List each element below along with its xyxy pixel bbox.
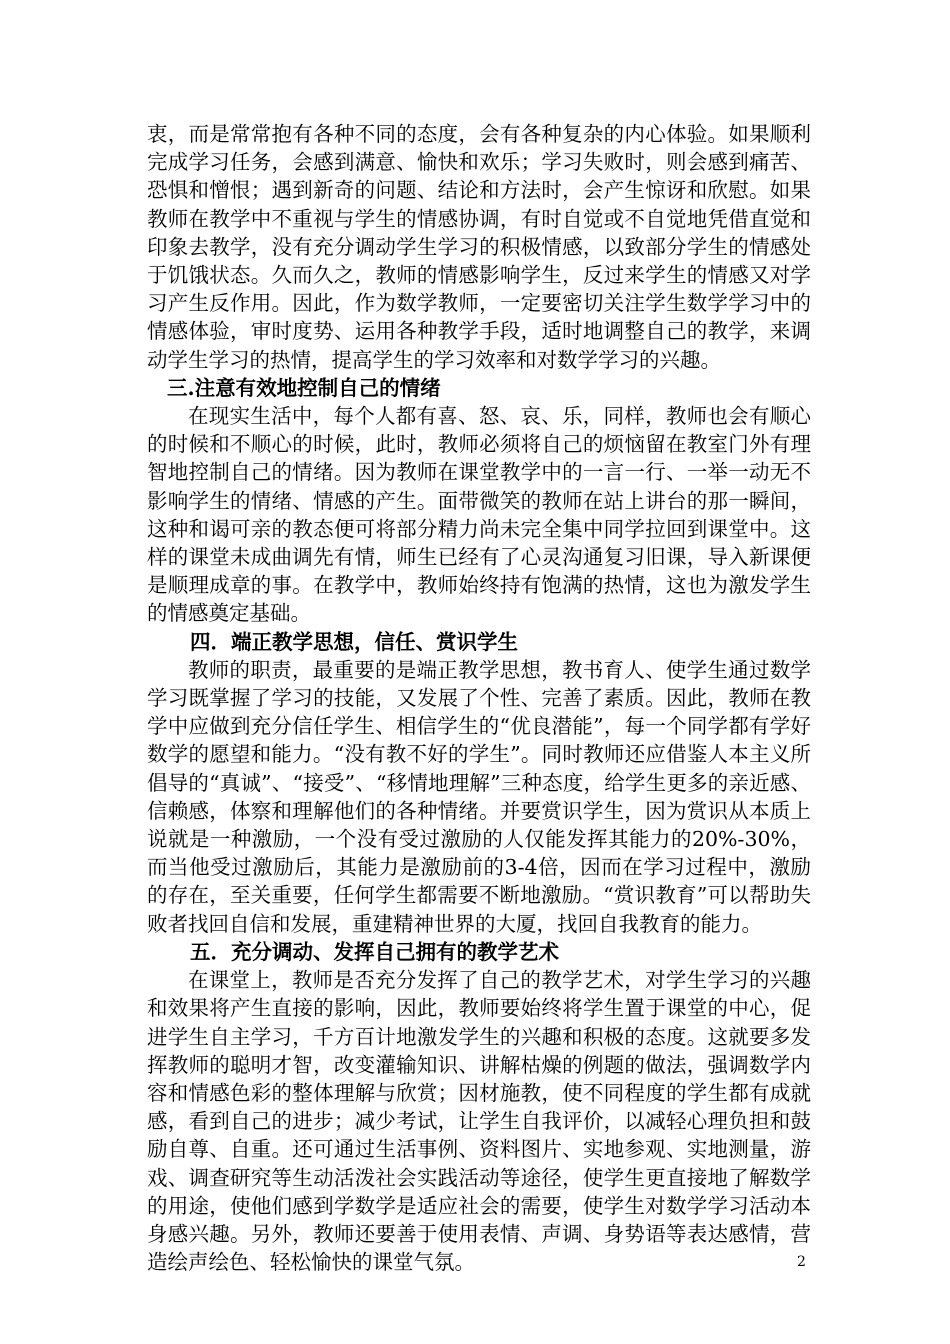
body-paragraph: 在课堂上，教师是否充分发挥了自己的教学艺术，对学生学习的兴趣和效果将产生直接的影响，因此，教师要始终将学生置于课堂的中心，促进学生自主学习，千方百计地激发学生的兴趣和积极的态度。这就要多发挥教师的聪明才智，改变灌输知识、讲解枯燥的例题的做法，强调数学内容和情感色彩的整体理解与欣赏；因材施教，使不同程度的学生都有成就感，看到自己的进步；减少考试，让学生自我评价，以减轻心理负担和鼓励自尊、自重。还可通过生活事例、资料图片、实地参观、实地测量，游戏、调查研究等生动活泼社会实践活动等途径，使学生更直接地了解数学的用途，使他们感到学数学是适应社会的需要，使学生对数学学习活动本身感兴趣。另外，教师还要善于使用表情、声调、身势语等表达感情，营造绘声绘色、轻松愉快的课堂气氛。 [147, 968, 811, 1275]
document-page [147, 120, 811, 1276]
section-heading-3: 三.注意有效地控制自己的情绪 [167, 375, 441, 400]
body-paragraph-continued: 衷，而是常常抱有各种不同的态度，会有各种复杂的内心体验。如果顺利完成学习任务，会感到满意、愉快和欢乐；学习失败时，则会感到痛苦、恐惧和憎恨；遇到新奇的问题、结论和方法时，会产生惊讶和欣慰。如果教师在教学中不重视与学生的情感协调，有时自觉或不自觉地凭借直觉和印象去教学，没有充分调动学生学习的积极情感，以致部分学生的情感处于饥饿状态。久而久之，教师的情感影响学生，反过来学生的情感又对学习产生反作用。因此，作为数学教师，一定要密切关注学生数学学习中的情感体验，审时度势、运用各种教学手段，适时地调整自己的教学，来调动学生学习的热情，提高学生的学习效率和对数学学习的兴趣。 [147, 122, 811, 372]
page-number: 2 [797, 1254, 806, 1270]
body-paragraph: 在现实生活中，每个人都有喜、怒、哀、乐，同样，教师也会有顺心的时候和不顺心的时候，此时，教师必须将自己的烦恼留在教室门外有理智地控制自己的情绪。因为教师在课堂教学中的一言一行、一举一动无不影响学生的情绪、情感的产生。面带微笑的教师在站上讲台的那一瞬间，这种和谒可亲的教态便可将部分精力尚未完全集中同学拉回到课堂中。这样的课堂未成曲调先有情，师生已经有了心灵沟通复习旧课，导入新课便是顺理成章的事。在教学中，教师始终持有饱满的热情，这也为激发学生的情感奠定基础。 [147, 404, 811, 626]
section-heading-4: 四．端正教学思想，信任、赏识学生 [190, 629, 518, 654]
body-paragraph: 教师的职责，最重要的是端正教学思想，教书育人、使学生通过数学学习既掌握了学习的技能，又发展了个性、完善了素质。因此，教师在教学中应做到充分信任学生、相信学生的“优良潜能”，每一个同学都有学好数学的愿望和能力。“没有教不好的学生”。同时教师还应借鉴人本主义所倡导的“真诚”、“接受”、“移情地理解”三种态度，给学生更多的亲近感、信赖感，体察和理解他们的各种情绪。并要赏识学生，因为赏识从本质上说就是一种激励，一个没有受过激励的人仅能发挥其能力的20%-30%，而当他受过激励后，其能力是激励前的3-4倍，因而在学习过程中，激励的存在，至关重要，任何学生都需要不断地激励。“赏识教育”可以帮助失败者找回自信和发展，重建精神世界的大厦，找回自我教育的能力。 [147, 657, 811, 936]
section-heading-5: 五．充分调动、发挥自己拥有的教学艺术 [190, 939, 559, 964]
